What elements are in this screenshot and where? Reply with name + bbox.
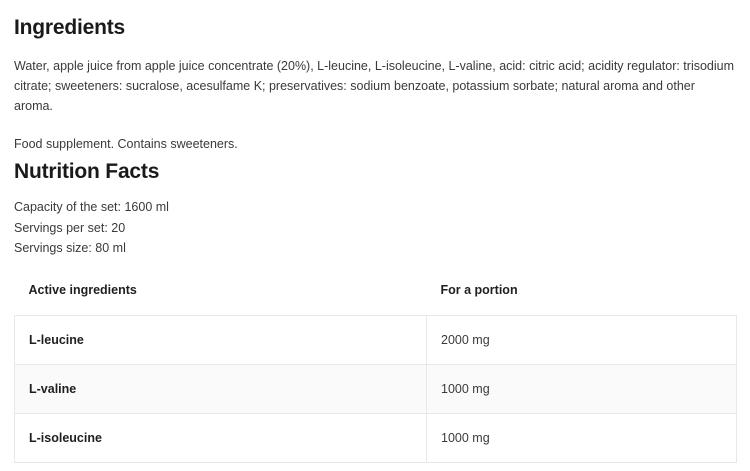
- ingredient-name: L-valine: [15, 364, 427, 413]
- column-header-active-ingredients: Active ingredients: [28, 282, 137, 297]
- ingredient-portion: 1000 mg: [427, 364, 737, 413]
- ingredient-name: L-isoleucine: [15, 413, 427, 462]
- table-row: [15, 315, 737, 364]
- fact-serving-size: Servings size: 80 ml: [14, 241, 126, 255]
- fact-capacity: Capacity of the set: 1600 ml: [14, 200, 169, 214]
- ingredient-portion: 2000 mg: [427, 315, 737, 364]
- table-row: [15, 364, 737, 413]
- nutrition-table: [14, 273, 737, 463]
- supplement-note: Food supplement. Contains sweeteners.: [14, 137, 238, 151]
- nutrition-facts-list: [14, 197, 738, 259]
- ingredients-heading: Ingredients: [14, 16, 125, 39]
- table-row: [15, 413, 737, 462]
- table-header-row: [15, 273, 737, 316]
- ingredient-name: L-leucine: [15, 315, 427, 364]
- ingredients-paragraph: Water, apple juice from apple juice concentrate (20%), L-leucine, L-isoleucine, L-valine, acid: citric acid; acidity regulator: trisodium citrate; sweeteners: sucralose, acesulfame K; preservatives: sodium benzoate, potassium sorbate; natural aroma and other aroma.: [14, 59, 735, 113]
- column-header-for-a-portion: For a portion: [440, 282, 518, 297]
- ingredient-portion: 1000 mg: [427, 413, 737, 462]
- nutrition-facts-heading: Nutrition Facts: [14, 160, 160, 183]
- fact-servings-per-set: Servings per set: 20: [14, 220, 126, 235]
